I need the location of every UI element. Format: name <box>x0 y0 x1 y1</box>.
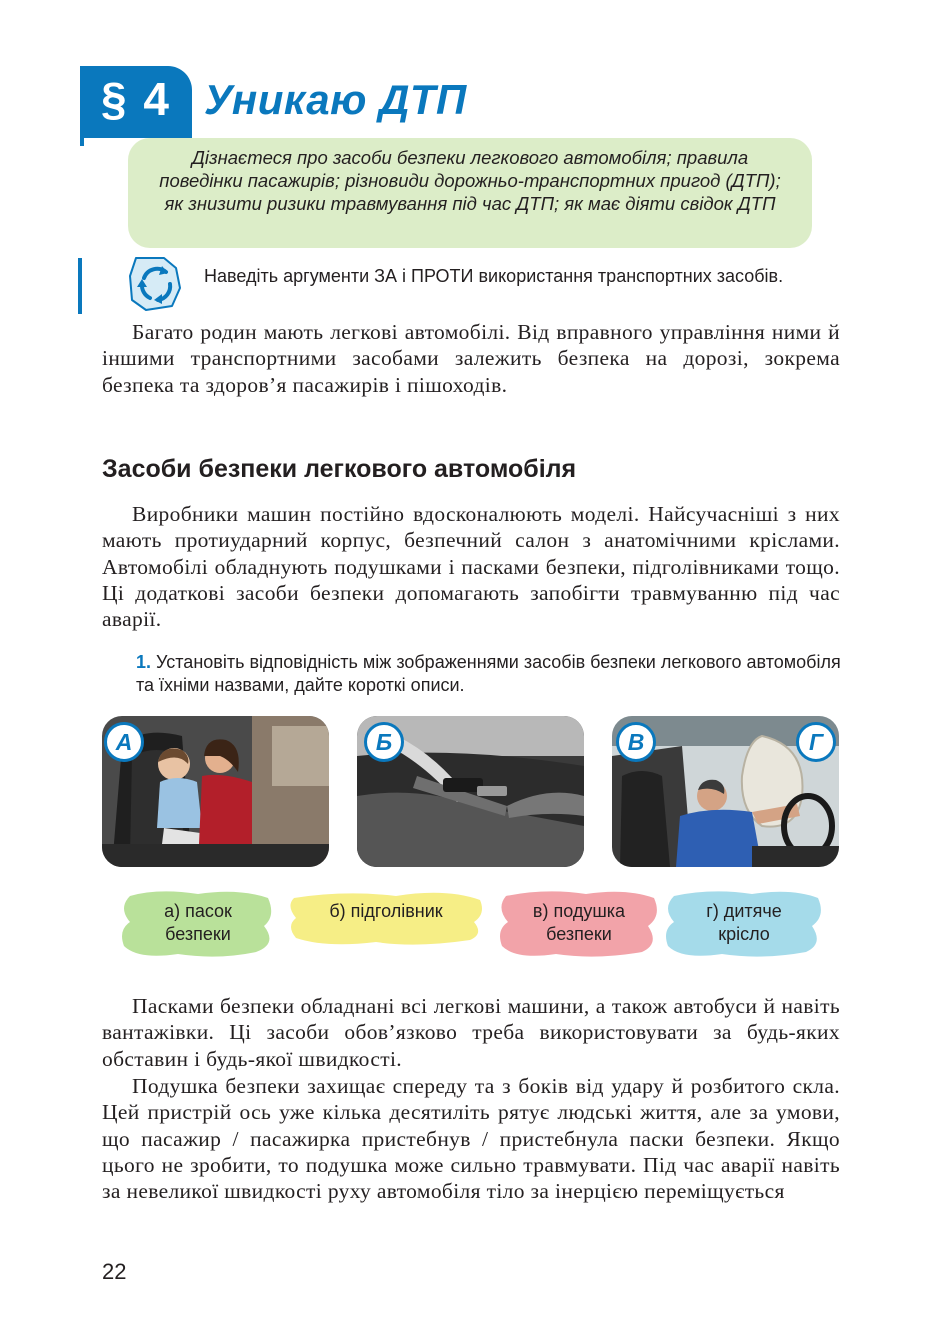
answer-airbag-line2: безпеки <box>546 924 612 944</box>
section-number-tab <box>80 66 192 138</box>
answer-child-seat-line2: крісло <box>718 924 770 944</box>
section-heading: Засоби безпеки легкового автомобіля <box>102 455 577 483</box>
header-accent-line <box>80 128 84 146</box>
page-title: Уникаю ДТП <box>204 76 467 123</box>
airbag-paragraph: Подушка безпеки захищає спереду та з боків від удару й розбитого скла. Цей пристрій ось уже кілька десятиліть рятує людські життя, але за умови, що пасажир / пасажирка пристебнув / пристебнула паски безпеки. Якщо цього не зробити, то подушка може сильно травмувати. Під час аварії навіть за невеликої швидкості руху автомобіля тіло за інерцією переміщується <box>102 1074 840 1204</box>
page-number: 22 <box>102 1259 127 1284</box>
discussion-prompt: Наведіть аргументи ЗА і ПРОТИ використання транспортних засобів. <box>204 266 784 286</box>
answer-seat-belt-line2: безпеки <box>165 924 231 944</box>
learning-goals-box <box>128 138 812 248</box>
seat-belts-paragraph: Пасками безпеки обладнані всі легкові машини, а також автобуси й навіть вантажівки. Ці засоби обов’язково треба використовувати за будь-яких обставин і будь-якої швидкості. <box>102 994 840 1071</box>
task-1 <box>136 651 842 697</box>
answer-seat-belt <box>118 886 278 962</box>
answer-child-seat <box>662 886 826 962</box>
learning-goals-text: Дізнаєтеся про засоби безпеки легкового автомобіля; правила поведінки пасажирів; різновиди дорожньо-транспортних пригод (ДТП); як знизити ризики травмування під час ДТП; як має діяти свідок ДТП <box>159 147 781 214</box>
task-text: Установіть відповідність між зображеннями засобів безпеки легкового автомобіля та їхніми назвами, дайте короткі описи. <box>136 652 841 695</box>
answer-child-seat-line1: г) дитяче <box>706 901 782 921</box>
answer-airbag-line1: в) подушка <box>532 901 626 921</box>
intro-paragraph: Багато родин мають легкові автомобілі. Від вправного управління ними й іншими транспортними засобами залежить безпека на дорозі, зокрема безпека та здоров’я пасажирів і пішоходів. <box>102 320 840 397</box>
section-number: § 4 <box>101 73 171 125</box>
answer-headrest <box>286 886 486 962</box>
image-label-d: Г <box>796 722 836 762</box>
task-number: 1. <box>136 652 152 672</box>
recycle-arrows-icon <box>124 254 188 314</box>
answer-airbag <box>496 886 662 962</box>
image-label-a: А <box>104 722 144 762</box>
image-label-b: Б <box>364 722 404 762</box>
discussion-side-bar <box>78 258 82 314</box>
image-label-c: В <box>616 722 656 762</box>
safety-features-paragraph: Виробники машин постійно вдосконалюють моделі. Найсучасніші з них мають протиударний корпус, безпечний салон з анатомічними кріслами. Автомобілі обладнують подушками і пасками безпеки, підголівниками тощо. Ці додаткові засоби безпеки допомагають запобігти травмуванню під час аварії. <box>102 502 840 632</box>
answer-headrest-line1: б) підголівник <box>329 901 443 921</box>
answer-seat-belt-line1: а) пасок <box>164 901 232 921</box>
